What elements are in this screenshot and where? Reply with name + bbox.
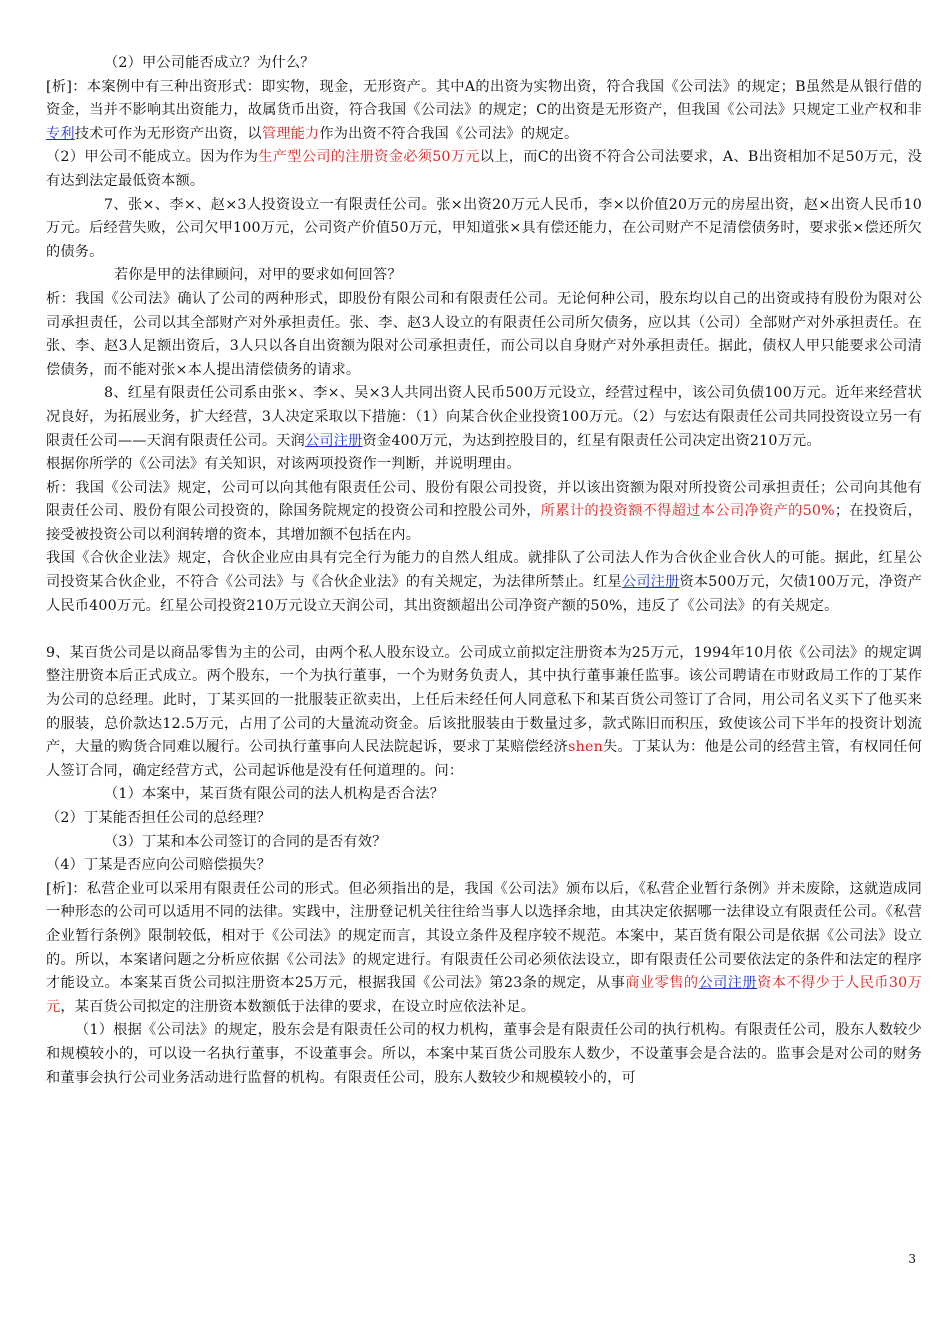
- text-run: （2）甲公司不能成立。因为作为: [46, 149, 259, 166]
- paragraph: [46, 807, 922, 831]
- text-run: 7、张×、李×、赵×3人投资设立一有限责任公司。张×出资20万元人民币，李×以价值20万元的房屋出资，赵×出资人民币10万元。后经营失败，公司欠甲100万元，公司资产价值50万元，甲知道张×具有偿还能力，在公司财产不足清偿债务时，要求张×偿还所欠的债务。: [46, 196, 923, 260]
- paragraph: [46, 194, 922, 265]
- page-number: 3: [908, 1252, 916, 1266]
- highlighted-text: 资本不得少于人民币30万元: [46, 975, 922, 1015]
- text-run: 根据你所学的《公司法》有关知识，对该两项投资作一判断，并说明理由。: [46, 456, 521, 473]
- text-run: （1）本案中，某百货有限公司的法人机构是否合法？: [104, 786, 445, 803]
- text-run: 析：我国《公司法》规定，公司可以向其他有限责任公司、股份有限公司投资，并以该出资额为限对所投资公司承担责任；公司向其他有限责任公司、股份有限公司投资的，除国务院规定的投资公司和控股公司外，: [46, 479, 922, 520]
- blank-line: [46, 618, 922, 642]
- text-run: 资本500万元，欠债100万元，净资产人民币400万元。红星公司投资210万元设立天润公司，其出资额超出公司净资产额的50%，违反了《公司法》的有关规定。: [46, 574, 922, 614]
- paragraph: [46, 52, 922, 76]
- hyperlink[interactable]: 公司注册: [621, 574, 680, 591]
- text-run: 失。丁某认为：他是公司的经营主管，有权同任何人签订合同，确定经营方式，公司起诉他是没有任何道理的。问：: [46, 739, 923, 779]
- hyperlink[interactable]: 公司注册: [698, 975, 758, 992]
- highlighted-text: 商业零售的: [625, 975, 699, 992]
- text-run: （4）丁某是否应向公司赔偿损失？: [46, 857, 272, 874]
- paragraph: [46, 76, 922, 147]
- text-run: 技术可作为无形资产出资，以: [74, 125, 262, 142]
- text-run: 我国《合伙企业法》规定，合伙企业应由具有完全行为能力的自然人组成。就排队了公司法人作为合伙企业合伙人的可能。据此，红星公司投资某合伙企业，不符合《公司法》与《合伙企业法》的有关规定，为法律所禁止。红星: [46, 550, 922, 591]
- highlighted-text: 生产型公司的注册资金必须50万元: [258, 149, 480, 166]
- paragraph: [46, 146, 922, 193]
- hyperlink[interactable]: 公司注册: [304, 432, 363, 449]
- paragraph: [46, 878, 922, 1020]
- document-body: [46, 52, 922, 1090]
- text-run: 以上，而C的出资不符合公司法要求，A、B出资相加不足50万元，没有达到法定最低资本额。: [46, 149, 922, 189]
- paragraph: [46, 382, 922, 453]
- paragraph: [46, 547, 922, 618]
- text-run: （3）丁某和本公司签订的合同的是否有效？: [104, 833, 387, 850]
- highlighted-text: 所累计的投资额不得超过本公司净资产的50%: [540, 503, 835, 520]
- paragraph: [46, 453, 922, 477]
- text-run: [析]：私营企业可以采用有限责任公司的形式。但必须指出的是，我国《公司法》颁布以后，《私营企业暂行条例》并未废除，这就造成同一种形态的公司可以适用不同的法律。实践中，注册登记机关往往给当事人以选择余地，由其决定依据哪一法律设立有限责任公司。《私营企业暂行条例》限制较低，相对于《公司法》的规定而言，其设立条件及程序较不规范。本案中，某百货有限公司是依据《公司法》设立的。所以，本案诸问题之分析应依据《公司法》的规定进行。有限责任公司必须依法设立，即有限责任公司要依法定的条件和法定的程序才能设立。本案某百货公司拟注册资本25万元，根据我国《公司法》第23条的规定，从事: [46, 880, 922, 992]
- text-run: 作为出资不符合我国《公司法》的规定。: [319, 125, 579, 142]
- paragraph: [46, 288, 922, 382]
- text-run: ，某百货公司拟定的注册资本数额低于法律的要求，在设立时应依法补足。: [60, 998, 536, 1015]
- text-run: [析]：本案例中有三种出资形式：即实物，现金，无形资产。其中A的出资为实物出资，符合我国《公司法》的规定；B虽然是从银行借的资金，当并不影响其出资能力，故属货币出资，符合我国《公司法》的规定；C的出资是无形资产，但我国《公司法》只规定工业产权和非: [46, 78, 922, 119]
- text-run: （2）丁某能否担任公司的总经理？: [46, 810, 272, 826]
- text-run: 若你是甲的法律顾问，对甲的要求如何回答？: [114, 267, 402, 284]
- highlighted-text: 管理能力: [261, 125, 320, 142]
- highlighted-text: shen: [568, 739, 603, 756]
- text-run: ；在投资后，接受被投资公司以利润转增的资本，其增加额不包括在内。: [46, 503, 922, 543]
- text-run: 析：我国《公司法》确认了公司的两种形式，即股份有限公司和有限责任公司。无论何种公司，股东均以自己的出资或持有股份为限对公司承担责任，公司以其全部财产对外承担责任。张、李、赵3人设立的有限责任公司所欠债务，应以其（公司）全部财产对外承担责任。在张、李、赵3人足额出资后，3人只以各自出资额为限对公司承担责任，而公司以自身财产对外承担责任。据此，债权人甲只能要求公司清偿债务，而不能对张×本人提出清偿债务的请求。: [46, 290, 922, 378]
- text-run: 9、某百货公司是以商品零售为主的公司，由两个私人股东设立。公司成立前拟定注册资本为25万元，1994年10月依《公司法》的规定调整注册资本后正式成立。两个股东，一个为执行董事，一个为财务负责人，其中执行董事兼任监事。该公司聘请在市财政局工作的丁某作为公司的总经理。此时，丁某买回的一批服装正欲卖出，上任后未经任何人同意私下和某百货公司签订了合同，用公司名义买下了他买来的服装，总价款达12.5万元，占用了公司的大量流动资金。后该批服装由于数量过多，款式陈旧而积压，致使该公司下半年的投资计划流产，大量的购货合同难以履行。公司执行董事向人民法院起诉，要求丁某赔偿经济: [46, 644, 922, 756]
- paragraph: [46, 831, 922, 855]
- text-run: 资金400万元，为达到控股目的，红星有限责任公司决定出资210万元。: [362, 432, 821, 449]
- paragraph: [46, 264, 922, 288]
- paragraph: [46, 783, 922, 807]
- hyperlink[interactable]: 专利: [46, 125, 75, 142]
- paragraph: [46, 477, 922, 548]
- paragraph: [46, 854, 922, 878]
- paragraph: [46, 1019, 922, 1090]
- text-run: （1）根据《公司法》的规定，股东会是有限责任公司的权力机构，董事会是有限责任公司的执行机构。有限责任公司，股东人数较少和规模较小的，可以设一名执行董事，不设董事会。所以，本案中某百货公司股东人数少，不设董事会是合法的。监事会是对公司的财务和董事会执行公司业务活动进行监督的机构。有限责任公司，股东人数较少和规模较小的，可: [46, 1022, 922, 1086]
- text-run: （2）甲公司能否成立？为什么？: [104, 55, 315, 71]
- paragraph: [46, 642, 922, 784]
- text-run: 8、红星有限责任公司系由张×、李×、吴×3人共同出资人民币500万元设立，经营过程中，该公司负债100万元。近年来经营状况良好，为拓展业务，扩大经营，3人决定采取以下措施：（1）向某合伙企业投资100万元。（2）与宏达有限责任公司共同投资设立另一有限责任公司——天润有限责任公司。天润: [46, 385, 922, 449]
